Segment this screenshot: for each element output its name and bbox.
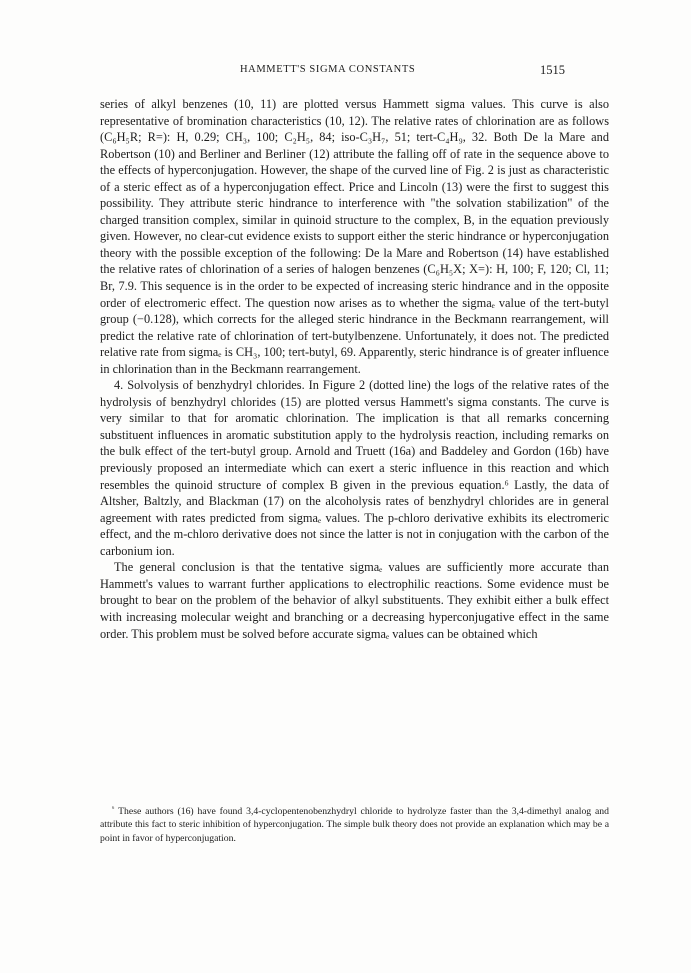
footnote-text: These authors (16) have found 3,4-cyclopentenobenzhydryl chloride to hydrolyze faster than the 3,4-dimethyl analog and attribute this fact to steric inhibition of hyperconjugation. The simple bulk theory does not provide an explanation which may be a point in favor of hyperconjugation. bbox=[100, 806, 609, 844]
footnote-marker: ⁶ bbox=[112, 805, 115, 813]
paragraph-solvolysis: 4. Solvolysis of benzhydryl chlorides. In Figure 2 (dotted line) the logs of the relative rates of the hydrolysis of benzhydryl chlorides (15) are plotted versus Hammett's sigma constants. The curve is very similar to that for aromatic chlorination. The implication is that all remarks concerning substituent influences in aromatic substitution apply to the hydrolysis reaction, including remarks on the bulk effect of the tert-butyl group. Arnold and Truett (16a) and Baddeley and Gordon (16b) have previously proposed an intermediate which can exert a steric influence in this reaction and which resembles the quinoid structure of complex B given in the previous equation.⁶ Lastly, the data of Altsher, Baltzly, and Blackman (17) on the alcoholysis rates of benzhydryl chlorides are in general agreement with rates predicted from sigmaₑ values. The p-chloro derivative exhibits its electromeric effect, and the m-chloro derivative does not since the latter is not in conjugation with the carbon of the carbonium ion. bbox=[100, 378, 609, 558]
running-head bbox=[0, 64, 691, 80]
main-text bbox=[100, 96, 609, 642]
page-number: 1515 bbox=[540, 63, 565, 77]
footnote bbox=[100, 803, 609, 845]
running-title: HAMMETT'S SIGMA CONSTANTS bbox=[240, 64, 416, 75]
paragraph-conclusion: The general conclusion is that the tentative sigmaₑ values are sufficiently more accurate than Hammett's values to warrant further applications to electrophilic reactions. Some evidence must be brought to bear on the problem of the behavior of alkyl substituents. They exhibit either a bulk effect with increasing molecular weight and branching or a decreasing hyperconjugative effect in the same order. This problem must be solved before accurate sigmaₑ values can be obtained which bbox=[100, 560, 609, 641]
paragraph-halogenation: series of alkyl benzenes (10, 11) are plotted versus Hammett sigma values. This curve is also representative of bromination characteristics (10, 12). The relative rates of chlorination are as follows (C₆H₅R; R=): H, 0.29; CH₃, 100; C₂H₅, 84; iso-C₃H₇, 51; tert-C₄H₉, 32. Both De la Mare and Robertson (10) and Berliner and Berliner (12) attribute the falling off of rate in the sequence above to the effects of hyperconjugation. However, the shape of the curved line of Fig. 2 is just as characteristic of a steric effect as of a hyperconjugation effect. Price and Lincoln (13) were the first to suggest this possibility. They attribute steric hindrance to interference with "the solvation stabilization" of the charged transition complex, similar in quinoid structure to the complex, B, in the equation previously given. However, no clear-cut evidence exists to support either the steric hindrance or hyperconjugation theory with the possible exception of the following: De la Mare and Robertson (14) have established the relative rates of chlorination of a series of halogen benzenes (C₆H₅X; X=): H, 100; F, 120; Cl, 11; Br, 7.9. This sequence is in the order to be expected of increasing steric hindrance and in the opposite order of electromeric effect. The question now arises as to whether the sigmaₑ value of the tert-butyl group (−0.128), which corrects for the alleged steric hindrance in the Beckmann rearrangement, will predict the relative rate of chlorination of tert-butylbenzene. Unfortunately, it does not. The predicted relative rate from sigmaₑ is CH₃, 100; tert-butyl, 69. Apparently, steric hindrance is of greater influence in chlorination than in the Beckmann rearrangement. bbox=[100, 97, 609, 376]
